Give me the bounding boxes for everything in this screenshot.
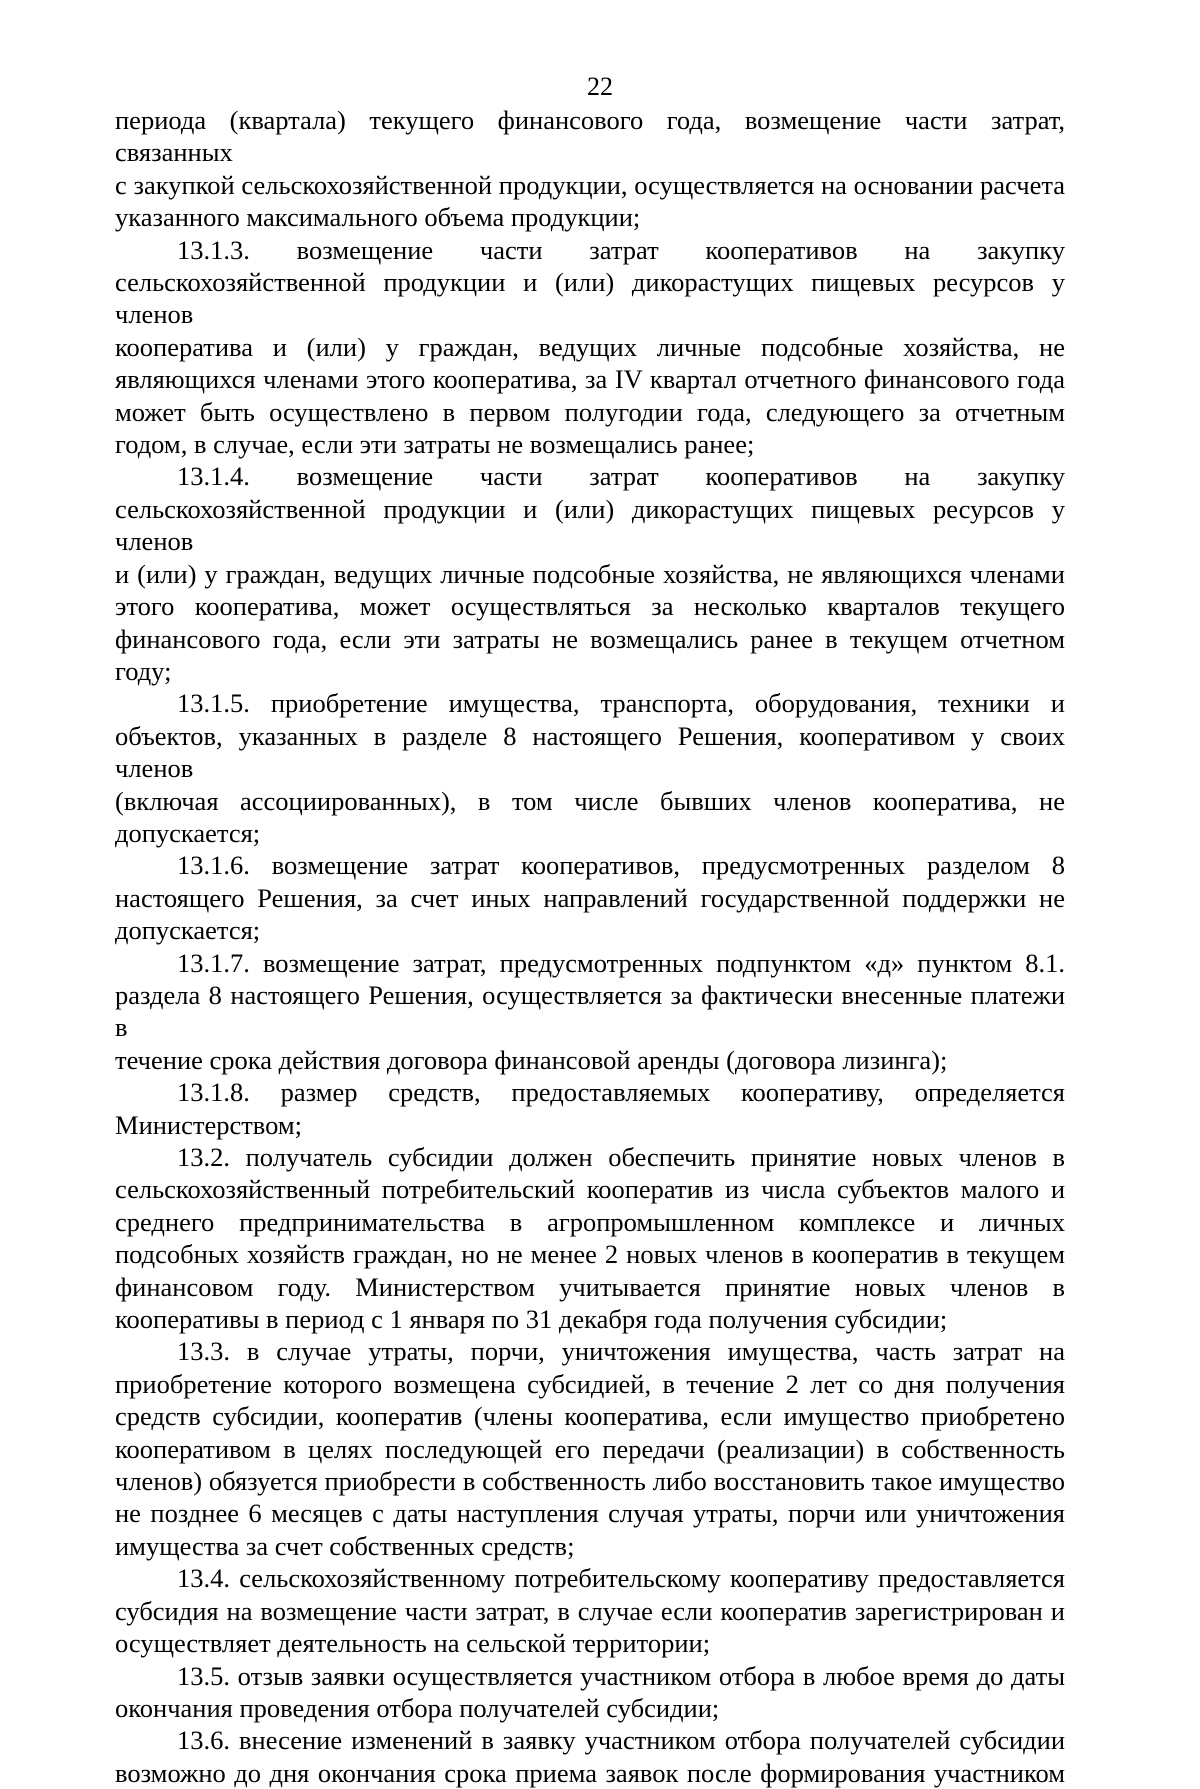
text-line: может быть осуществлено в первом полугодии года, следующего за отчетным	[115, 396, 1065, 427]
text-line: допускается;	[115, 915, 261, 946]
text-line: подсобных хозяйств граждан, но не менее 2 новых членов в кооператив в текущем	[115, 1239, 1065, 1270]
text-line: сельскохозяйственной продукции и (или) дикорастущих пищевых ресурсов у членов	[115, 493, 1065, 557]
text-line: 13.1.6. возмещение затрат кооперативов, предусмотренных разделом 8	[177, 850, 1065, 881]
text-line: 13.1.8. размер средств, предоставляемых кооперативу, определяется	[177, 1077, 1065, 1108]
document-body	[115, 104, 1065, 1789]
text-line: указанного максимального объема продукции;	[115, 202, 641, 233]
text-line: окончания проведения отбора получателей субсидии;	[115, 1692, 720, 1723]
text-line: 13.1.4. возмещение части затрат кооперативов на закупку	[177, 461, 1065, 492]
text-line: 13.3. в случае утраты, порчи, уничтожения имущества, часть затрат на	[177, 1336, 1065, 1367]
text-line: 13.1.5. приобретение имущества, транспорта, оборудования, техники и	[177, 688, 1065, 719]
page-number: 22	[587, 72, 613, 101]
text-line: финансового года, если эти затраты не возмещались ранее в текущем отчетном году;	[115, 623, 1065, 686]
text-line: 13.1.3. возмещение части затрат кооперативов на закупку	[177, 234, 1065, 265]
text-line: с закупкой сельскохозяйственной продукции, осуществляется на основании расчета	[115, 169, 1065, 200]
text-line: кооперативом в целях последующей его передачи (реализации) в собственность	[115, 1433, 1065, 1464]
text-line: среднего предпринимательства в агропромышленном комплексе и личных	[115, 1206, 1065, 1237]
text-line: средств субсидии, кооператив (члены кооператива, если имущество приобретено	[115, 1401, 1065, 1432]
text-line: сельскохозяйственный потребительский кооператив из числа субъектов малого и	[115, 1174, 1065, 1205]
text-line: членов) обязуется приобрести в собственность либо восстановить такое имущество	[115, 1466, 1065, 1497]
text-line: 13.2. получатель субсидии должен обеспечить принятие новых членов в	[177, 1142, 1065, 1172]
text-line: и (или) у граждан, ведущих личные подсобные хозяйства, не являющихся членами	[115, 558, 1065, 589]
text-line: раздела 8 настоящего Решения, осуществляется за фактически внесенные платежи в	[115, 979, 1065, 1043]
text-line: (включая ассоциированных), в том числе бывших членов кооператива, не	[115, 785, 1065, 816]
text-line: Министерством;	[115, 1109, 303, 1140]
text-line: являющихся членами этого кооператива, за IV квартал отчетного финансового года	[115, 364, 1065, 395]
text-line: кооператива и (или) у граждан, ведущих личные подсобные хозяйства, не	[115, 331, 1065, 362]
text-line: 13.5. отзыв заявки осуществляется участником отбора в любое время до даты	[177, 1660, 1065, 1691]
text-line: приобретение которого возмещена субсидией, в течение 2 лет со дня получения	[115, 1368, 1065, 1399]
text-line: настоящего Решения, за счет иных направлений государственной поддержки не	[115, 882, 1065, 913]
text-line: субсидия на возмещение части затрат, в случае если кооператив зарегистрирован и	[115, 1595, 1065, 1626]
text-line: возможно до дня окончания срока приема заявок после формирования участником	[115, 1757, 1065, 1788]
text-line: годом, в случае, если эти затраты не возмещались ранее;	[115, 429, 755, 460]
text-line: 13.1.7. возмещение затрат, предусмотренных подпунктом «д» пунктом 8.1.	[177, 947, 1065, 978]
text-line: не позднее 6 месяцев с даты наступления случая утраты, порчи или уничтожения	[115, 1498, 1065, 1529]
text-line: сельскохозяйственной продукции и (или) дикорастущих пищевых ресурсов у членов	[115, 267, 1065, 330]
text-line: объектов, указанных в разделе 8 настоящего Решения, кооперативом у своих членов	[115, 720, 1065, 784]
text-line: осуществляет деятельность на сельской территории;	[115, 1628, 711, 1659]
text-line: 13.4. сельскохозяйственному потребительскому кооперативу предоставляется	[177, 1563, 1065, 1594]
text-line: этого кооператива, может осуществляться за несколько кварталов текущего	[115, 591, 1065, 622]
text-line: кооперативы в период с 1 января по 31 декабря года получения субсидии;	[115, 1304, 948, 1335]
text-line: периода (квартала) текущего финансового года, возмещение части затрат, связанных	[115, 105, 1065, 168]
text-line: допускается;	[115, 817, 261, 848]
text-line: финансовом году. Министерством учитывается принятие новых членов в	[115, 1271, 1065, 1302]
text-line: 13.6. внесение изменений в заявку участником отбора получателей субсидии	[177, 1725, 1065, 1756]
text-line: течение срока действия договора финансовой аренды (договора лизинга);	[115, 1044, 948, 1075]
text-line: имущества за счет собственных средств;	[115, 1530, 575, 1561]
